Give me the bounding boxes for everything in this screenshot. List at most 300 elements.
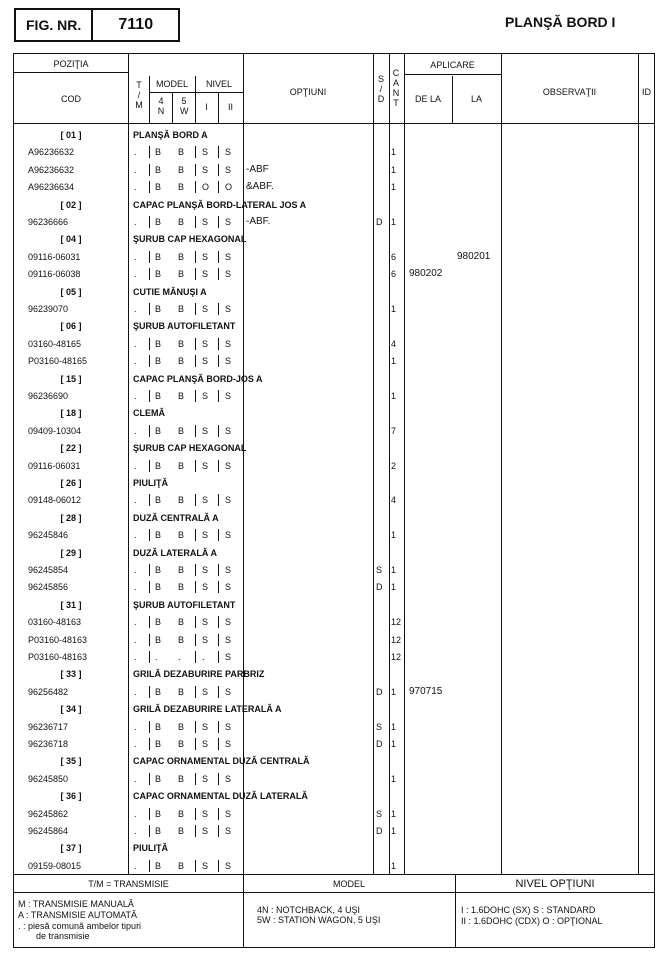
transmission-code: . — [134, 391, 137, 401]
level-i-value: S — [202, 617, 209, 627]
cell-separator — [195, 390, 196, 402]
model-5w-value: B — [178, 617, 185, 627]
quantity-value: 1 — [391, 217, 397, 227]
level-ii-value: S — [225, 495, 232, 505]
model-5w-value: B — [178, 426, 185, 436]
part-code: 96236718 — [28, 739, 69, 749]
quantity-value: 12 — [391, 652, 402, 662]
row-line — [404, 74, 501, 75]
quantity-value: 6 — [391, 252, 397, 262]
side-value: D — [376, 826, 383, 836]
header-de-la: DE LA — [414, 94, 441, 104]
cell-separator — [195, 251, 196, 263]
cell-separator — [243, 355, 244, 367]
level-i-value: S — [202, 269, 209, 279]
parts-table — [13, 53, 655, 948]
quantity-value: 12 — [391, 635, 402, 645]
section-title: GRILĂ DEZABURIRE PARBRIZ — [133, 669, 265, 679]
section-position: [ 06 ] — [60, 321, 82, 331]
cell-separator — [149, 721, 150, 733]
cell-separator — [243, 860, 244, 872]
header-model: MODEL — [155, 79, 188, 89]
level-ii-value: S — [225, 426, 232, 436]
level-ii-value: S — [225, 147, 232, 157]
cell-separator — [243, 825, 244, 837]
section-position: [ 15 ] — [60, 374, 82, 384]
cell-separator — [149, 181, 150, 193]
side-value: S — [376, 722, 383, 732]
side-value: D — [376, 217, 383, 227]
level-i-value: S — [202, 582, 209, 592]
quantity-value: 1 — [391, 356, 397, 366]
header-5w: 5 W — [180, 96, 189, 116]
level-ii-value: S — [225, 809, 232, 819]
cell-separator — [218, 390, 219, 402]
col-line — [373, 54, 374, 874]
level-ii-value: S — [225, 739, 232, 749]
transmission-code: . — [134, 826, 137, 836]
cell-separator — [195, 808, 196, 820]
quantity-value: 7 — [391, 426, 397, 436]
transmission-code: . — [134, 652, 137, 662]
cell-separator — [195, 146, 196, 158]
model-5w-value: B — [178, 582, 185, 592]
part-code: P03160-48165 — [28, 356, 88, 366]
cell-separator — [149, 825, 150, 837]
cell-separator — [243, 721, 244, 733]
level-i-value: S — [202, 565, 209, 575]
part-code: 96245854 — [28, 565, 69, 575]
cell-separator — [218, 773, 219, 785]
model-5w-value: B — [178, 165, 185, 175]
cell-separator — [149, 651, 150, 663]
model-5w-value: B — [178, 635, 185, 645]
cell-separator — [149, 808, 150, 820]
col-line — [501, 54, 502, 874]
section-title: DUZĂ CENTRALĂ A — [133, 513, 219, 523]
model-5w-value: B — [178, 147, 185, 157]
section-position: [ 05 ] — [60, 287, 82, 297]
level-i-value: . — [202, 652, 205, 662]
cell-separator — [243, 251, 244, 263]
transmission-code: . — [134, 252, 137, 262]
section-title: CAPAC PLANŞĂ BORD-LATERAL JOS A — [133, 200, 307, 210]
level-ii-value: S — [225, 391, 232, 401]
cell-separator — [149, 146, 150, 158]
transmission-code: . — [134, 339, 137, 349]
cell-separator — [218, 146, 219, 158]
level-ii-value: S — [225, 165, 232, 175]
cell-separator — [218, 268, 219, 280]
cell-separator — [149, 251, 150, 263]
model-5w-value: B — [178, 391, 185, 401]
side-value: D — [376, 687, 383, 697]
part-code: 09148-06012 — [28, 495, 82, 505]
section-title: CAPAC ORNAMENTAL DUZĂ LATERALĂ — [133, 791, 308, 801]
col-line — [128, 54, 129, 874]
cell-separator — [195, 425, 196, 437]
cell-separator — [149, 738, 150, 750]
cell-separator — [195, 494, 196, 506]
cell-separator — [195, 529, 196, 541]
cell-separator — [218, 860, 219, 872]
level-i-value: S — [202, 426, 209, 436]
part-code: A96236632 — [28, 147, 75, 157]
level-ii-value: S — [225, 861, 232, 871]
level-ii-value: S — [225, 774, 232, 784]
model-4n-value: B — [155, 826, 162, 836]
cell-separator — [243, 216, 244, 228]
quantity-value: 1 — [391, 147, 397, 157]
cell-separator — [243, 738, 244, 750]
transmission-code: . — [134, 304, 137, 314]
level-i-value: S — [202, 826, 209, 836]
level-i-value: O — [202, 182, 210, 192]
part-code: 09116-06031 — [28, 252, 81, 262]
model-4n-value: B — [155, 165, 162, 175]
model-4n-value: B — [155, 339, 162, 349]
cell-separator — [243, 773, 244, 785]
side-value: S — [376, 809, 383, 819]
part-code: 09159-08015 — [28, 861, 82, 871]
model-4n-value: B — [155, 635, 162, 645]
transmission-code: . — [134, 495, 137, 505]
level-ii-value: S — [225, 635, 232, 645]
row-line — [14, 123, 655, 124]
part-code: 96239070 — [28, 304, 69, 314]
cell-separator — [218, 251, 219, 263]
transmission-code: . — [134, 165, 137, 175]
section-position: [ 18 ] — [60, 408, 82, 418]
model-4n-value: B — [155, 426, 162, 436]
cell-separator — [243, 494, 244, 506]
cell-separator — [218, 634, 219, 646]
header-pozitia: POZIŢIA — [53, 59, 89, 69]
from-date-value: 980202 — [409, 268, 443, 279]
level-ii-value: S — [225, 687, 232, 697]
cell-separator — [195, 216, 196, 228]
quantity-value: 1 — [391, 774, 397, 784]
section-title: CAPAC PLANŞĂ BORD-JOS A — [133, 374, 263, 384]
cell-separator — [195, 634, 196, 646]
level-i-value: S — [202, 252, 209, 262]
cell-separator — [149, 460, 150, 472]
level-ii-value: S — [225, 826, 232, 836]
level-ii-value: S — [225, 722, 232, 732]
section-title: ŞURUB AUTOFILETANT — [133, 321, 236, 331]
cell-separator — [195, 738, 196, 750]
cell-separator — [149, 425, 150, 437]
cell-separator — [243, 808, 244, 820]
quantity-value: 1 — [391, 565, 397, 575]
transmission-code: . — [134, 617, 137, 627]
level-i-value: S — [202, 217, 209, 227]
part-code: A96236632 — [28, 165, 75, 175]
header-nivel-ii: II — [227, 102, 233, 112]
model-5w-value: . — [178, 652, 181, 662]
header-tm: T / M — [135, 80, 143, 110]
header-nivel: NIVEL — [205, 79, 232, 89]
level-ii-value: S — [225, 617, 232, 627]
level-ii-value: S — [225, 217, 232, 227]
footer-nivel-ii: II : 1.6DOHC (CDX) O : OPŢIONAL — [461, 916, 603, 926]
transmission-code: . — [134, 739, 137, 749]
section-position: [ 37 ] — [60, 843, 82, 853]
model-5w-value: B — [178, 687, 185, 697]
header-la: LA — [470, 94, 482, 104]
side-value: D — [376, 739, 383, 749]
model-4n-value: B — [155, 391, 162, 401]
footer-model-title: MODEL — [332, 879, 366, 889]
to-date-value: 980201 — [457, 251, 491, 262]
model-5w-value: B — [178, 861, 185, 871]
part-code: 09116-06031 — [28, 461, 81, 471]
part-code: P03160-48163 — [28, 635, 88, 645]
transmission-code: . — [134, 426, 137, 436]
part-code: 96236717 — [28, 722, 69, 732]
model-5w-value: B — [178, 809, 185, 819]
cell-separator — [218, 616, 219, 628]
side-value: S — [376, 565, 383, 575]
transmission-code: . — [134, 269, 137, 279]
model-4n-value: B — [155, 182, 162, 192]
cell-separator — [195, 303, 196, 315]
col-line — [638, 54, 639, 874]
cell-separator — [149, 268, 150, 280]
cell-separator — [195, 355, 196, 367]
cell-separator — [243, 616, 244, 628]
transmission-code: . — [134, 861, 137, 871]
row-line — [14, 892, 655, 893]
section-title: PLANŞĂ BORD A — [133, 130, 208, 140]
level-ii-value: S — [225, 565, 232, 575]
model-5w-value: B — [178, 565, 185, 575]
transmission-code: . — [134, 217, 137, 227]
model-5w-value: B — [178, 182, 185, 192]
level-ii-value: O — [225, 182, 233, 192]
section-position: [ 28 ] — [60, 513, 82, 523]
footer-tm-dot-cont: de transmisie — [36, 931, 90, 941]
part-code: 96236666 — [28, 217, 69, 227]
quantity-value: 1 — [391, 530, 397, 540]
cell-separator — [218, 564, 219, 576]
section-title: ŞURUB CAP HEXAGONAL — [133, 443, 247, 453]
model-5w-value: B — [178, 304, 185, 314]
transmission-code: . — [134, 530, 137, 540]
header-optiuni: OPŢIUNI — [289, 87, 327, 97]
part-code: 96245850 — [28, 774, 69, 784]
level-ii-value: S — [225, 356, 232, 366]
cell-separator — [149, 338, 150, 350]
part-code: 96245864 — [28, 826, 69, 836]
cell-separator — [218, 494, 219, 506]
cell-separator — [149, 303, 150, 315]
level-i-value: S — [202, 147, 209, 157]
level-i-value: S — [202, 635, 209, 645]
part-code: 96245846 — [28, 530, 69, 540]
model-4n-value: B — [155, 739, 162, 749]
cell-separator — [149, 860, 150, 872]
level-ii-value: S — [225, 269, 232, 279]
part-code: 96245862 — [28, 809, 69, 819]
footer-tm-a: A : TRANSMISIE AUTOMATĂ — [18, 910, 138, 920]
level-i-value: S — [202, 739, 209, 749]
level-i-value: S — [202, 774, 209, 784]
figure-number-box — [14, 8, 180, 42]
model-4n-value: B — [155, 530, 162, 540]
model-5w-value: B — [178, 739, 185, 749]
cell-separator — [243, 581, 244, 593]
part-code: 09409-10304 — [28, 426, 82, 436]
quantity-value: 1 — [391, 182, 397, 192]
section-title: CLEMĂ — [133, 408, 165, 418]
part-code: 03160-48163 — [28, 617, 82, 627]
cell-separator — [218, 303, 219, 315]
footer-model-5w: 5W : STATION WAGON, 5 UŞI — [257, 915, 381, 925]
cell-separator — [195, 860, 196, 872]
model-5w-value: B — [178, 217, 185, 227]
model-5w-value: B — [178, 356, 185, 366]
part-code: 96236690 — [28, 391, 69, 401]
cell-separator — [149, 164, 150, 176]
cell-separator — [243, 686, 244, 698]
cell-separator — [243, 268, 244, 280]
quantity-value: 1 — [391, 391, 397, 401]
level-ii-value: S — [225, 339, 232, 349]
section-title: GRILĂ DEZABURIRE LATERALĂ A — [133, 704, 282, 714]
header-cod: COD — [61, 94, 81, 104]
transmission-code: . — [134, 147, 137, 157]
quantity-value: 1 — [391, 687, 397, 697]
footer-model-4n: 4N : NOTCHBACK, 4 UŞI — [257, 905, 361, 915]
col-line — [404, 54, 405, 874]
cell-separator — [243, 651, 244, 663]
level-i-value: S — [202, 861, 209, 871]
level-ii-value: S — [225, 461, 232, 471]
footer-nivel-i: I : 1.6DOHC (SX) S : STANDARD — [461, 905, 596, 915]
footer-tm-title: T/M = TRANSMISIE — [88, 879, 169, 889]
model-4n-value: B — [155, 356, 162, 366]
cell-separator — [243, 164, 244, 176]
model-5w-value: B — [178, 722, 185, 732]
cell-separator — [195, 721, 196, 733]
model-4n-value: B — [155, 687, 162, 697]
cell-separator — [218, 355, 219, 367]
model-4n-value: B — [155, 304, 162, 314]
section-title: ŞURUB CAP HEXAGONAL — [133, 234, 247, 244]
page-title: PLANŞĂ BORD I — [505, 14, 616, 30]
header-4n: 4 N — [157, 96, 165, 116]
quantity-value: 6 — [391, 269, 397, 279]
level-i-value: S — [202, 530, 209, 540]
transmission-code: . — [134, 565, 137, 575]
section-position: [ 04 ] — [60, 234, 82, 244]
row-line — [14, 72, 128, 73]
quantity-value: 1 — [391, 304, 397, 314]
level-ii-value: S — [225, 652, 232, 662]
model-4n-value: B — [155, 582, 162, 592]
footer-tm-dot: . : piesă comună ambelor tipuri — [18, 921, 142, 931]
cell-separator — [195, 686, 196, 698]
model-5w-value: B — [178, 339, 185, 349]
level-i-value: S — [202, 339, 209, 349]
section-title: PIULIŢĂ — [133, 478, 168, 488]
transmission-code: . — [134, 635, 137, 645]
part-code: 09116-06038 — [28, 269, 81, 279]
section-position: [ 34 ] — [60, 704, 82, 714]
transmission-code: . — [134, 809, 137, 819]
transmission-code: . — [134, 687, 137, 697]
level-i-value: S — [202, 687, 209, 697]
quantity-value: 1 — [391, 165, 397, 175]
from-date-value: 970715 — [409, 686, 443, 697]
transmission-code: . — [134, 182, 137, 192]
cell-separator — [218, 338, 219, 350]
option-value: -ABF. — [246, 216, 271, 227]
section-position: [ 01 ] — [60, 130, 82, 140]
cell-separator — [195, 651, 196, 663]
cell-separator — [218, 460, 219, 472]
header-observatii: OBSERVAŢII — [542, 87, 597, 97]
transmission-code: . — [134, 722, 137, 732]
transmission-code: . — [134, 461, 137, 471]
option-value: &ABF. — [246, 181, 274, 192]
cell-separator — [195, 581, 196, 593]
cell-separator — [149, 581, 150, 593]
cell-separator — [195, 564, 196, 576]
cell-separator — [195, 825, 196, 837]
header-cant: C A N T — [392, 68, 400, 108]
quantity-value: 1 — [391, 861, 397, 871]
model-4n-value: . — [155, 652, 158, 662]
part-code: 96256482 — [28, 687, 69, 697]
cell-separator — [218, 425, 219, 437]
model-4n-value: B — [155, 861, 162, 871]
model-5w-value: B — [178, 495, 185, 505]
cell-separator — [149, 634, 150, 646]
cell-separator — [243, 181, 244, 193]
model-4n-value: B — [155, 809, 162, 819]
footer-nivel-title: NIVEL OPŢIUNI — [515, 878, 595, 890]
section-position: [ 35 ] — [60, 756, 82, 766]
model-4n-value: B — [155, 252, 162, 262]
level-i-value: S — [202, 809, 209, 819]
section-position: [ 36 ] — [60, 791, 82, 801]
cell-separator — [243, 634, 244, 646]
cell-separator — [195, 460, 196, 472]
section-title: CAPAC ORNAMENTAL DUZĂ CENTRALĂ — [133, 756, 310, 766]
cell-separator — [195, 773, 196, 785]
cell-separator — [218, 581, 219, 593]
header-nivel-i: I — [205, 102, 208, 112]
figure-number: 7110 — [118, 16, 154, 33]
cell-separator — [243, 529, 244, 541]
section-position: [ 22 ] — [60, 443, 82, 453]
transmission-code: . — [134, 582, 137, 592]
model-5w-value: B — [178, 269, 185, 279]
cell-separator — [243, 425, 244, 437]
part-code: P03160-48163 — [28, 652, 88, 662]
figure-label: FIG. NR. — [16, 10, 93, 40]
level-i-value: S — [202, 391, 209, 401]
cell-separator — [218, 738, 219, 750]
cell-separator — [149, 390, 150, 402]
quantity-value: 12 — [391, 617, 402, 627]
cell-separator — [218, 529, 219, 541]
model-4n-value: B — [155, 461, 162, 471]
section-title: CUTIE MĂNUŞI A — [133, 287, 207, 297]
cell-separator — [243, 146, 244, 158]
